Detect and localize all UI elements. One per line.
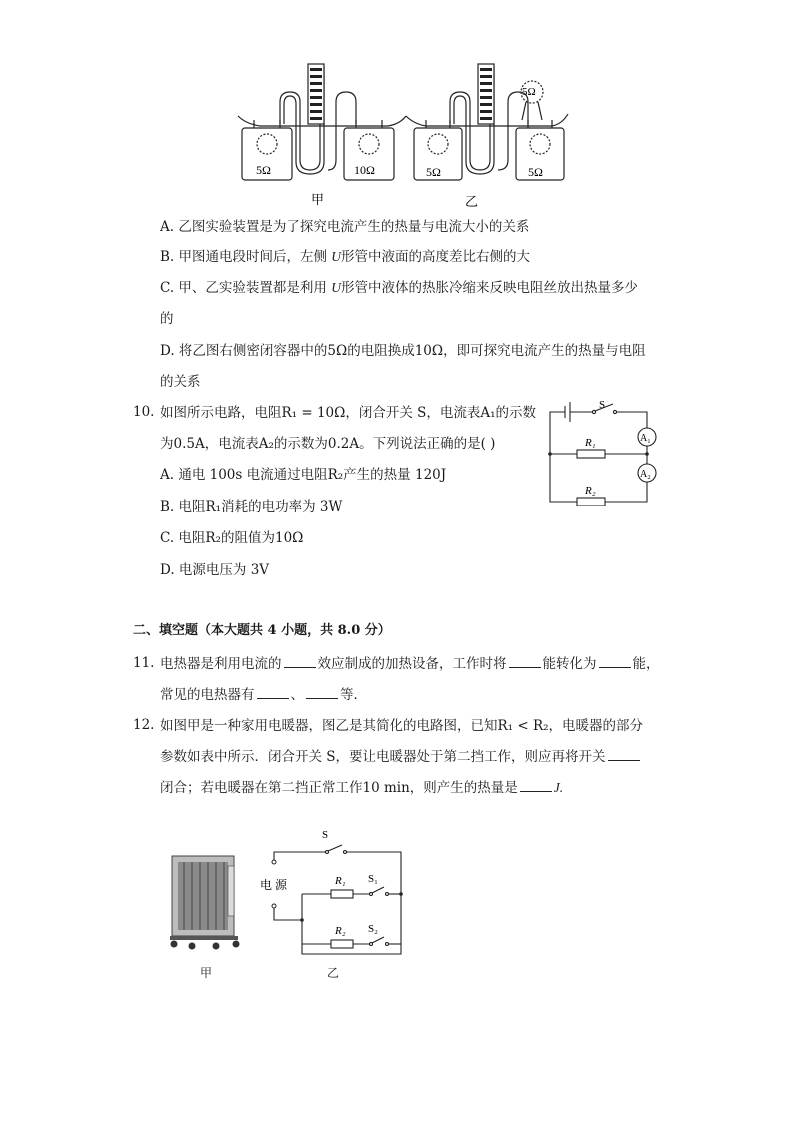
q10-stem-line1: 如图所示电路，电阻R₁ = 10Ω，闭合开关 S，电流表A₁的示数 <box>160 405 537 421</box>
q11-text-3: 能转化为 <box>542 656 597 672</box>
q11-blank-3[interactable] <box>599 655 631 668</box>
q12-figure-label-jia: 甲 <box>200 966 213 980</box>
q9-option-c-var: U <box>331 280 341 295</box>
q12-blank-2[interactable] <box>520 779 552 792</box>
jia-left-resistor-label: 5Ω <box>256 163 271 177</box>
q9-option-a: A. 乙图实验装置是为了探究电流产生的热量与电流大小的关系 <box>160 219 530 235</box>
q9-option-c-line2: 的 <box>160 311 174 327</box>
q10-stem-line2: 为0.5A，电流表A₂的示数为0.2A。下列说法正确的是( ) <box>160 436 496 452</box>
q11-text-5: 常见的电热器有 <box>160 687 255 703</box>
q12-switch-s-label: S <box>322 829 329 841</box>
q9-option-b-text-2: 形管中液面的高度差比右侧的大 <box>341 249 531 265</box>
q10-circuit-diagram <box>545 398 660 506</box>
q12-number: 12. <box>133 717 155 733</box>
q11-text-7: 等． <box>340 687 367 703</box>
q12-circuit-diagram <box>256 824 406 960</box>
q11-text-6: 、 <box>290 687 304 703</box>
q9-option-b-text-1: B. 甲图通电段时间后，左侧 <box>160 249 332 265</box>
q12-line2 <box>160 748 642 766</box>
q11-blank-1[interactable] <box>284 655 316 668</box>
q10-option-b: B. 电阻R₁消耗的电功率为 3W <box>160 499 343 515</box>
q12-switch-s2-label: S₂ <box>368 923 378 935</box>
q11-line1 <box>160 655 660 673</box>
q9-option-d: D. 将乙图右侧密闭容器中的5Ω的电阻换成10Ω，即可探究电流产生的热量与电阻 <box>160 343 646 359</box>
q10-a2-label: A₂ <box>640 469 651 480</box>
heater-image <box>166 850 246 950</box>
q11-line2 <box>160 686 367 704</box>
q12-r2-label: R₂ <box>335 925 346 937</box>
q12-text-3: J. <box>553 780 564 795</box>
q9-option-c-text-1: C. 甲、乙实验装置都是利用 <box>160 280 332 296</box>
q12-line1: 如图甲是一种家用电暖器，图乙是其简化的电路图，已知R₁ < R₂，电暖器的部分 <box>160 718 644 734</box>
q12-text-2: 闭合；若电暖器在第二挡正常工作10 min，则产生的热量是 <box>160 780 518 796</box>
q11-text-4: 能， <box>632 656 660 672</box>
q11-blank-4[interactable] <box>257 686 289 699</box>
q11-text-1: 电热器是利用电流的 <box>160 656 282 672</box>
q10-switch-label: S <box>599 399 606 411</box>
q12-figure-label-yi: 乙 <box>327 966 340 980</box>
q11-blank-5[interactable] <box>306 686 338 699</box>
q11-blank-2[interactable] <box>509 655 541 668</box>
q10-option-d: D. 电源电压为 3V <box>160 562 270 578</box>
q9-option-d-line2: 的关系 <box>160 374 201 390</box>
q11-number: 11. <box>133 655 155 671</box>
yi-right-resistor-label: 5Ω <box>528 165 543 179</box>
q10-a1-label: A₁ <box>640 433 651 444</box>
q9-option-b-var: U <box>331 249 342 264</box>
q12-blank-1[interactable] <box>608 748 640 761</box>
q9-option-b <box>160 248 530 266</box>
q10-r1-label: R₁ <box>585 437 596 449</box>
q9-option-c-text-2: 形管中液体的热胀冷缩来反映电阻丝放出热量多少 <box>340 280 638 296</box>
q10-number: 10. <box>133 404 155 420</box>
section-2-title: 二、填空题（本大题共 4 小题，共 8.0 分） <box>133 623 391 638</box>
q10-option-a: A. 通电 100s 电流通过电阻R₂产生的热量 120J <box>160 467 447 483</box>
joule-heat-apparatus-figure <box>230 58 570 210</box>
q11-text-2: 效应制成的加热设备，工作时将 <box>317 656 507 672</box>
q10-option-c: C. 电阻R₂的阻值为10Ω <box>160 530 304 546</box>
q12-switch-s1-label: S₁ <box>368 873 378 885</box>
yi-left-resistor-label: 5Ω <box>426 165 441 179</box>
yi-outside-resistor-label: 5Ω <box>522 86 536 98</box>
q9-option-c <box>160 279 638 297</box>
jia-right-resistor-label: 10Ω <box>354 163 375 177</box>
q12-source-label: 电 源 <box>260 878 288 892</box>
q10-r2-label: R₂ <box>585 485 596 497</box>
q12-line3 <box>160 779 563 797</box>
figure-label-jia: 甲 <box>311 192 325 207</box>
q12-text-1: 参数如表中所示．闭合开关 S，要让电暖器处于第二挡工作，则应再将开关 <box>160 749 606 765</box>
figure-label-yi: 乙 <box>465 194 479 209</box>
q12-r1-label: R₁ <box>335 875 346 887</box>
